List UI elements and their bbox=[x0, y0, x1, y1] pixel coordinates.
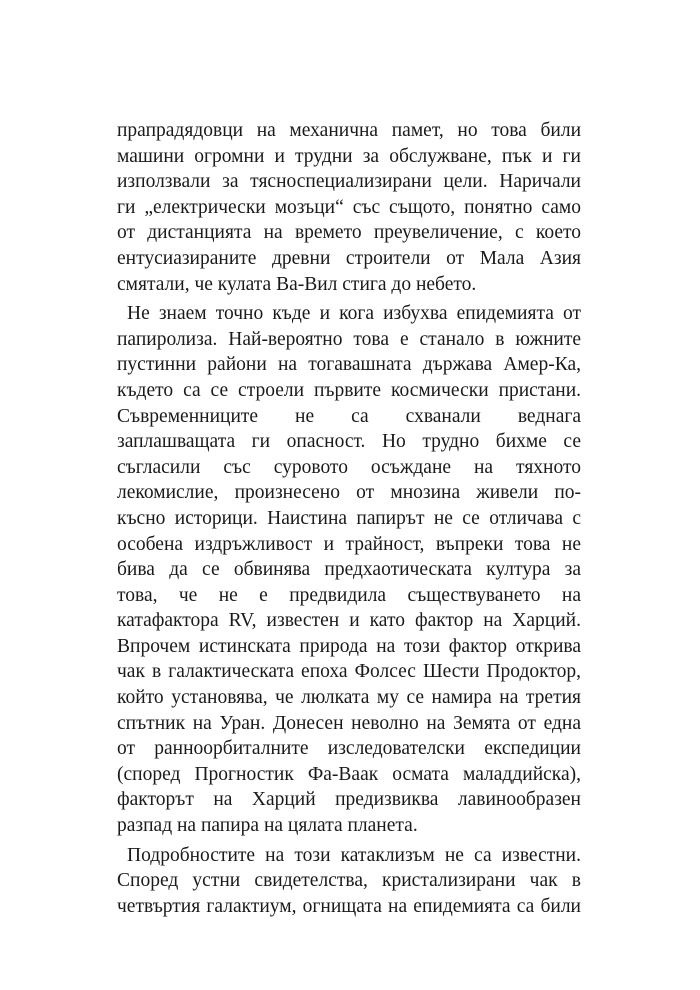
paragraph-3 bbox=[117, 843, 581, 920]
paragraph-2 bbox=[117, 301, 581, 838]
text-line: от ранноорбиталните изследователски експедиции bbox=[117, 738, 581, 760]
text-line: папиролиза. Най-вероятно това е станало в южните bbox=[117, 328, 581, 350]
text-line: заплашващата ги опасност. Но трудно бихме се bbox=[117, 431, 581, 453]
text-line: особена издръжливост и трайност, въпреки това не bbox=[117, 533, 581, 555]
paragraph-1 bbox=[117, 118, 581, 297]
text-line: Според устни свидетелства, кристализирани чак в bbox=[117, 870, 581, 892]
text-line: Съвременниците не са схванали веднага bbox=[117, 405, 581, 427]
text-line: разпад на папира на цялата планета. bbox=[117, 815, 418, 837]
text-line: бива да се обвинява предхаотическата култура за bbox=[117, 559, 581, 581]
text-line: спътник на Уран. Донесен неволно на Земята от една bbox=[117, 712, 581, 734]
text-line: ги „електрически мозъци“ със същото, понятно само bbox=[117, 196, 581, 218]
text-line: късно историци. Наистина папирът не се отличава с bbox=[117, 507, 581, 529]
text-line: смятали, че кулата Ва-Вил стига до небето. bbox=[117, 273, 477, 295]
text-line: където са се строели първите космически пристани. bbox=[117, 379, 581, 401]
text-line: Подробностите на този катаклизъм не са известни. bbox=[127, 844, 581, 866]
text-line: ентусиазираните древни строители от Мала Азия bbox=[117, 247, 581, 269]
text-line: четвъртия галактиум, огнищата на епидемията са били bbox=[117, 895, 581, 917]
text-line: който установява, че люлката му се намира на третия bbox=[117, 687, 581, 709]
text-line: от дистанцията на времето преувеличение, с което bbox=[117, 222, 581, 244]
text-line: (според Прогностик Фа-Ваак осмата маладдийска), bbox=[117, 763, 581, 785]
text-line: катафактора RV, известен и като фактор на Харций. bbox=[117, 610, 581, 632]
text-line: факторът на Харций предизвиква лавинообразен bbox=[117, 789, 581, 811]
text-line: пустинни райони на тогавашната държава Амер-Ка, bbox=[117, 354, 581, 376]
text-line: прапрадядовци на механична памет, но това били bbox=[117, 120, 581, 141]
text-line: лекомислие, произнесено от мнозина живели по- bbox=[117, 482, 581, 504]
text-line: това, че не е предвидила съществуването на bbox=[117, 584, 581, 606]
text-line: Не знаем точно къде и кога избухва епидемията от bbox=[127, 303, 581, 325]
body-text bbox=[117, 118, 581, 919]
text-line: машини огромни и трудни за обслужване, пък и ги bbox=[117, 145, 581, 167]
text-line: чак в галактическата епоха Фолсес Шести Продоктор, bbox=[117, 661, 581, 683]
text-line: Впрочем истинската природа на този фактор открива bbox=[117, 635, 581, 657]
text-line: съгласили със суровото осъждане на тяхното bbox=[117, 456, 581, 478]
text-line: използвали за тясноспециализирани цели. Наричали bbox=[117, 171, 581, 193]
